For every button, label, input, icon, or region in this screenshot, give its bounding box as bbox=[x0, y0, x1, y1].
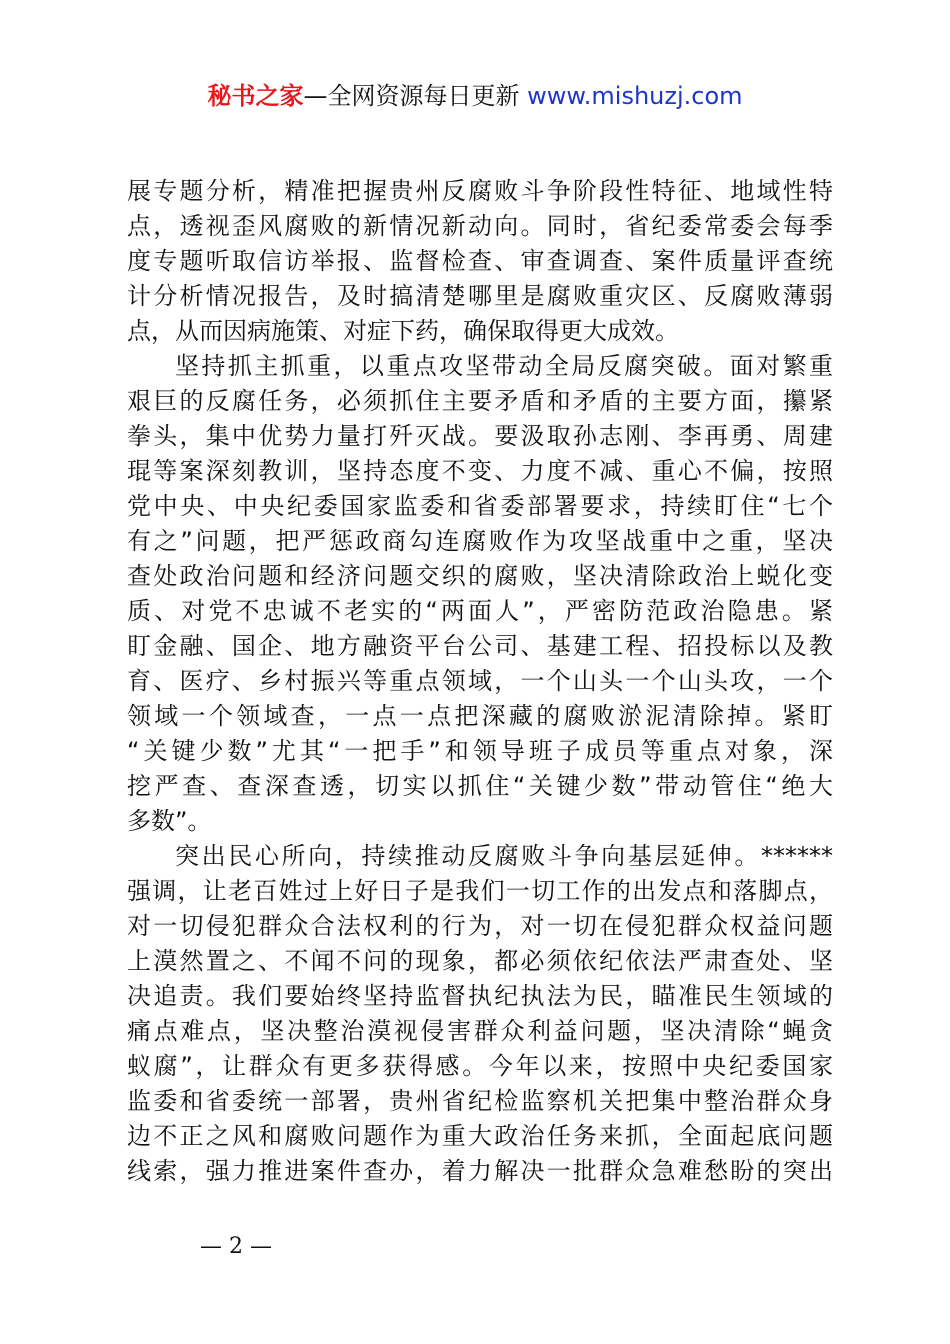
site-url[interactable]: www.mishuzj.com bbox=[519, 82, 743, 110]
text-line: 琨等案深刻教训，坚持态度不变、力度不减、重心不偏，按照 bbox=[127, 457, 833, 485]
text-line: 上漠然置之、不闻不问的现象，都必须依纪依法严肃查处、坚 bbox=[127, 947, 833, 975]
text-line: 强调，让老百姓过上好日子是我们一切工作的出发点和落脚点， bbox=[127, 877, 833, 905]
text-line: 蚁腐”，让群众有更多获得感。今年以来，按照中央纪委国家 bbox=[127, 1052, 833, 1080]
text-line: 边不正之风和腐败问题作为重大政治任务来抓，全面起底问题 bbox=[127, 1122, 833, 1150]
text-line: 有之”问题，把严惩政商勾连腐败作为攻坚战重中之重，坚决 bbox=[127, 527, 833, 555]
text-line: 拳头，集中优势力量打歼灭战。要汲取孙志刚、李再勇、周建 bbox=[127, 422, 833, 450]
paragraph-start-line: 坚持抓主抓重，以重点攻坚带动全局反腐突破。面对繁重 bbox=[175, 352, 833, 380]
text-line: 展专题分析，精准把握贵州反腐败斗争阶段性特征、地域性特 bbox=[127, 177, 833, 205]
text-line: 线索，强力推进案件查办，着力解决一批群众急难愁盼的突出 bbox=[127, 1157, 833, 1185]
document-body bbox=[127, 174, 833, 1189]
text-line: 艰巨的反腐任务，必须抓住主要矛盾和矛盾的主要方面，攥紧 bbox=[127, 387, 833, 415]
text-line: 度专题听取信访举报、监督检查、审查调查、案件质量评查统 bbox=[127, 247, 833, 275]
text-line: 党中央、中央纪委国家监委和省委部署要求，持续盯住“七个 bbox=[127, 492, 833, 520]
text-line: 挖严查、查深查透，切实以抓住“关键少数”带动管住“绝大 bbox=[127, 772, 833, 800]
text-line: 点，从而因病施策、对症下药，确保取得更大成效。 bbox=[127, 317, 679, 345]
text-line: 查处政治问题和经济问题交织的腐败，坚决清除政治上蜕化变 bbox=[127, 562, 833, 590]
text-line: 育、医疗、乡村振兴等重点领域，一个山头一个山头攻，一个 bbox=[127, 667, 833, 695]
text-line: 多数”。 bbox=[127, 807, 212, 835]
text-line: 监委和省委统一部署，贵州省纪检监察机关把集中整治群众身 bbox=[127, 1087, 833, 1115]
text-line: 对一切侵犯群众合法权利的行为，对一切在侵犯群众权益问题 bbox=[127, 912, 833, 940]
site-header bbox=[0, 80, 950, 112]
text-line: 决追责。我们要始终坚持监督执纪执法为民，瞄准民生领域的 bbox=[127, 982, 833, 1010]
text-line: 盯金融、国企、地方融资平台公司、基建工程、招投标以及教 bbox=[127, 632, 833, 660]
paragraph-start-line: 突出民心所向，持续推动反腐败斗争向基层延伸。****** bbox=[175, 842, 833, 870]
text-line: “关键少数”尤其“一把手”和领导班子成员等重点对象，深 bbox=[127, 737, 833, 765]
text-line: 点，透视歪风腐败的新情况新动向。同时，省纪委常委会每季 bbox=[127, 212, 833, 240]
text-line: 痛点难点，坚决整治漠视侵害群众利益问题，坚决清除“蝇贪 bbox=[127, 1017, 833, 1045]
text-line: 领域一个领域查，一点一点把深藏的腐败淤泥清除掉。紧盯 bbox=[127, 702, 833, 730]
text-line: 质、对党不忠诚不老实的“两面人”，严密防范政治隐患。紧 bbox=[127, 597, 833, 625]
site-brand: 秘书之家 bbox=[207, 82, 304, 110]
text-line: 计分析情况报告，及时搞清楚哪里是腐败重灾区、反腐败薄弱 bbox=[127, 282, 833, 310]
site-slogan: —全网资源每日更新 bbox=[303, 82, 520, 110]
page-number: — 2 — bbox=[200, 1234, 272, 1259]
